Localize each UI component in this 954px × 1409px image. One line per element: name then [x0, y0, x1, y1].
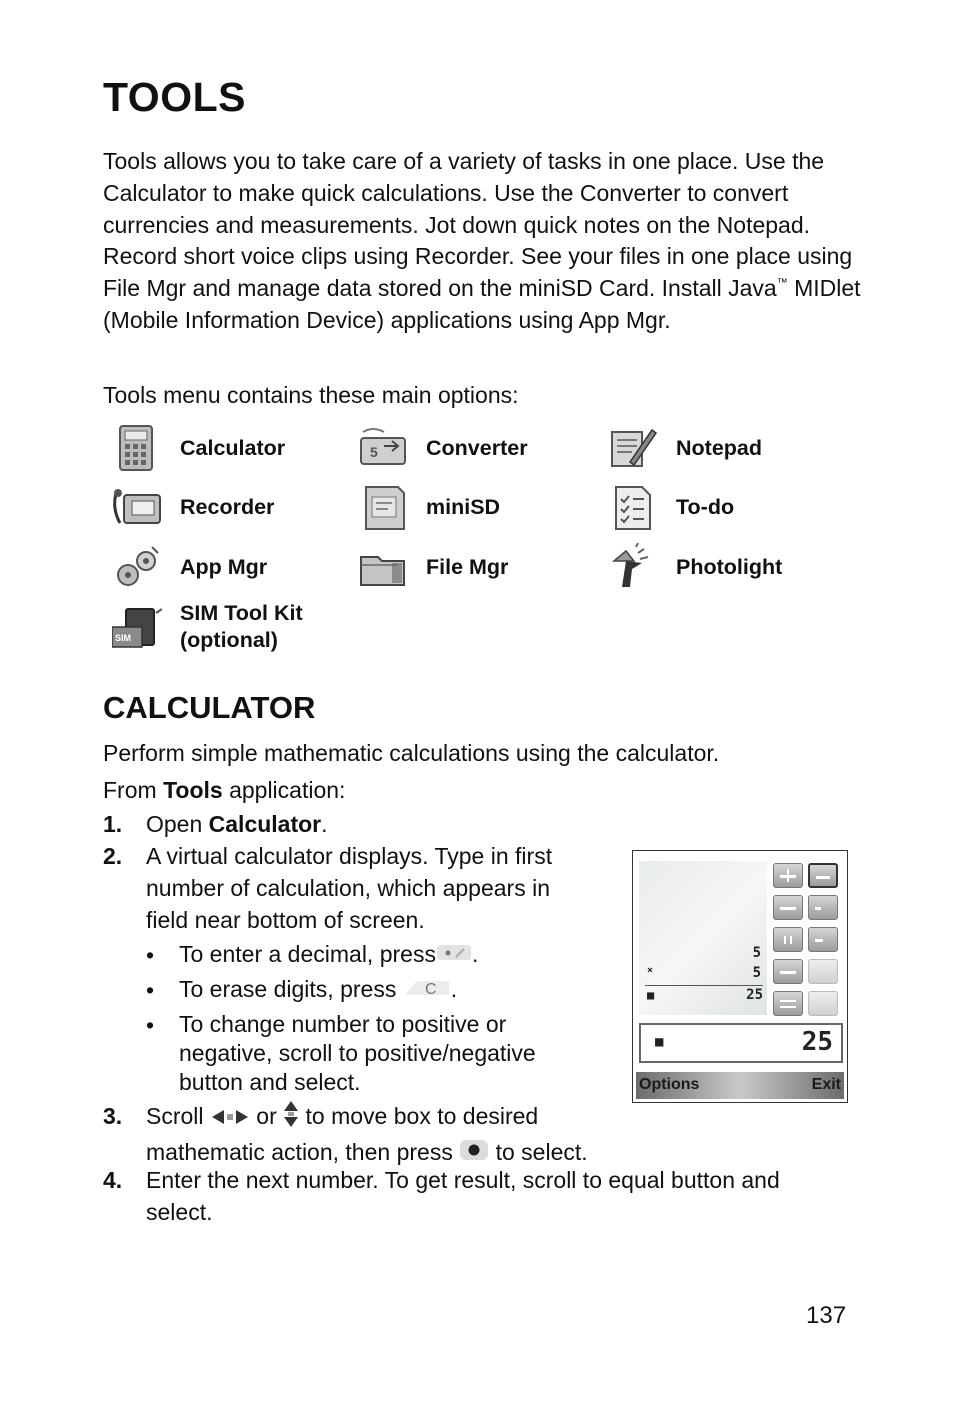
option-notepad	[608, 424, 762, 472]
display-digit: 5	[752, 945, 761, 961]
equals-key	[773, 991, 803, 1016]
step-4: Enter the next number. To get result, scroll to equal button and select.	[146, 1167, 780, 1225]
svg-text:C: C	[424, 981, 437, 999]
option-minisd	[358, 483, 500, 531]
option-file-mgr	[358, 543, 508, 591]
bullet-marker: •	[146, 977, 155, 1003]
option-label: Calculator	[180, 435, 286, 460]
calculator-icon	[112, 424, 162, 472]
decimal-key-icon	[436, 941, 472, 970]
up-down-nav-icon	[283, 1100, 299, 1136]
calculator-description: Perform simple mathematic calculations using the calculator.	[103, 740, 720, 766]
option-label: SIM Tool Kit (optional)	[180, 601, 303, 652]
intro-paragraph: Tools allows you to take care of a variety of tasks in one place. Use the Calculator to make quick calculations. Use the Converter to convert currencies and measurements. Jot down quick notes on the Notepad. Record short voice clips using Recorder. See your files in one place using File Mgr and manage data stored on the miniSD Card. Install Java™ MIDlet (Mobile Information Device) applications using App Mgr.	[103, 148, 861, 333]
equals-sign-icon: ■	[647, 988, 655, 1002]
step-number: 2.	[103, 843, 123, 869]
calculator-display-panel	[639, 861, 767, 1015]
todo-icon	[608, 483, 658, 531]
photolight-icon	[608, 543, 658, 591]
bullet-sign: To change number to positive or negative, scroll to positive/negative button and select.	[179, 1011, 536, 1095]
app-mgr-icon	[112, 543, 162, 591]
section-heading-calculator: CALCULATOR	[103, 690, 316, 725]
svg-text:SIM: SIM	[115, 633, 132, 643]
subtract-key-selected	[808, 863, 838, 888]
converter-icon	[358, 424, 408, 472]
option-label: File Mgr	[426, 554, 509, 579]
blank-key	[808, 959, 838, 984]
add-key	[773, 863, 803, 888]
softkey-bar	[636, 1072, 844, 1099]
memory-key	[808, 927, 838, 952]
option-label: Recorder	[180, 494, 275, 519]
bullet-marker: •	[146, 1012, 155, 1038]
notepad-icon	[608, 424, 658, 472]
option-converter	[358, 424, 528, 472]
clear-key-icon	[403, 975, 451, 1006]
sign-key	[808, 895, 838, 920]
page-number: 137	[806, 1302, 847, 1329]
option-recorder	[112, 483, 274, 531]
display-digit: 5	[752, 965, 761, 981]
menu-intro: Tools menu contains these main options:	[103, 382, 519, 408]
display-digit: 25	[746, 987, 763, 1003]
step-number: 1.	[103, 811, 123, 837]
step-2: A virtual calculator displays. Type in first number of calculation, which appears in field near bottom of screen.	[146, 843, 553, 933]
minisd-icon	[358, 483, 408, 531]
number-entry-field	[639, 1023, 843, 1063]
file-mgr-icon	[358, 543, 408, 591]
bullet-erase: To erase digits, press C .	[179, 975, 457, 1006]
option-app-mgr	[112, 543, 267, 591]
step-1: Open Calculator.	[146, 811, 328, 837]
step-3: Scroll or to move box to desired mathematic action, then press to select.	[146, 1100, 588, 1170]
blank-key	[808, 991, 838, 1016]
options-softkey: Options	[639, 1076, 700, 1093]
divide-key	[773, 959, 803, 984]
svg-text:5: 5	[370, 444, 378, 460]
option-todo	[608, 483, 734, 531]
bullet-decimal: To enter a decimal, press .	[179, 940, 478, 970]
exit-softkey: Exit	[811, 1076, 841, 1093]
option-photolight	[608, 543, 782, 591]
option-label: Notepad	[676, 435, 762, 460]
option-label: To-do	[676, 494, 735, 519]
recorder-icon	[112, 483, 162, 531]
from-tools-line: From Tools application:	[103, 777, 346, 803]
option-label: miniSD	[426, 494, 501, 519]
sim-tool-kit-icon	[112, 603, 162, 651]
equals-sign-icon: ■	[655, 1034, 664, 1050]
left-right-nav-icon	[210, 1102, 250, 1134]
option-sim-tool-kit	[112, 600, 303, 654]
bullet-marker: •	[146, 942, 155, 968]
multiply-key	[773, 927, 803, 952]
multiply-sign-icon: ×	[647, 965, 654, 976]
option-label: Photolight	[676, 554, 783, 579]
subtract-key	[773, 895, 803, 920]
page-title: TOOLS	[103, 74, 246, 120]
result-value: 25	[801, 1027, 833, 1057]
calculator-screenshot	[632, 850, 848, 1103]
option-label: App Mgr	[180, 554, 268, 579]
step-number: 3.	[103, 1103, 123, 1129]
option-calculator	[112, 424, 285, 472]
option-label: Converter	[426, 435, 528, 460]
step-number: 4.	[103, 1167, 123, 1193]
